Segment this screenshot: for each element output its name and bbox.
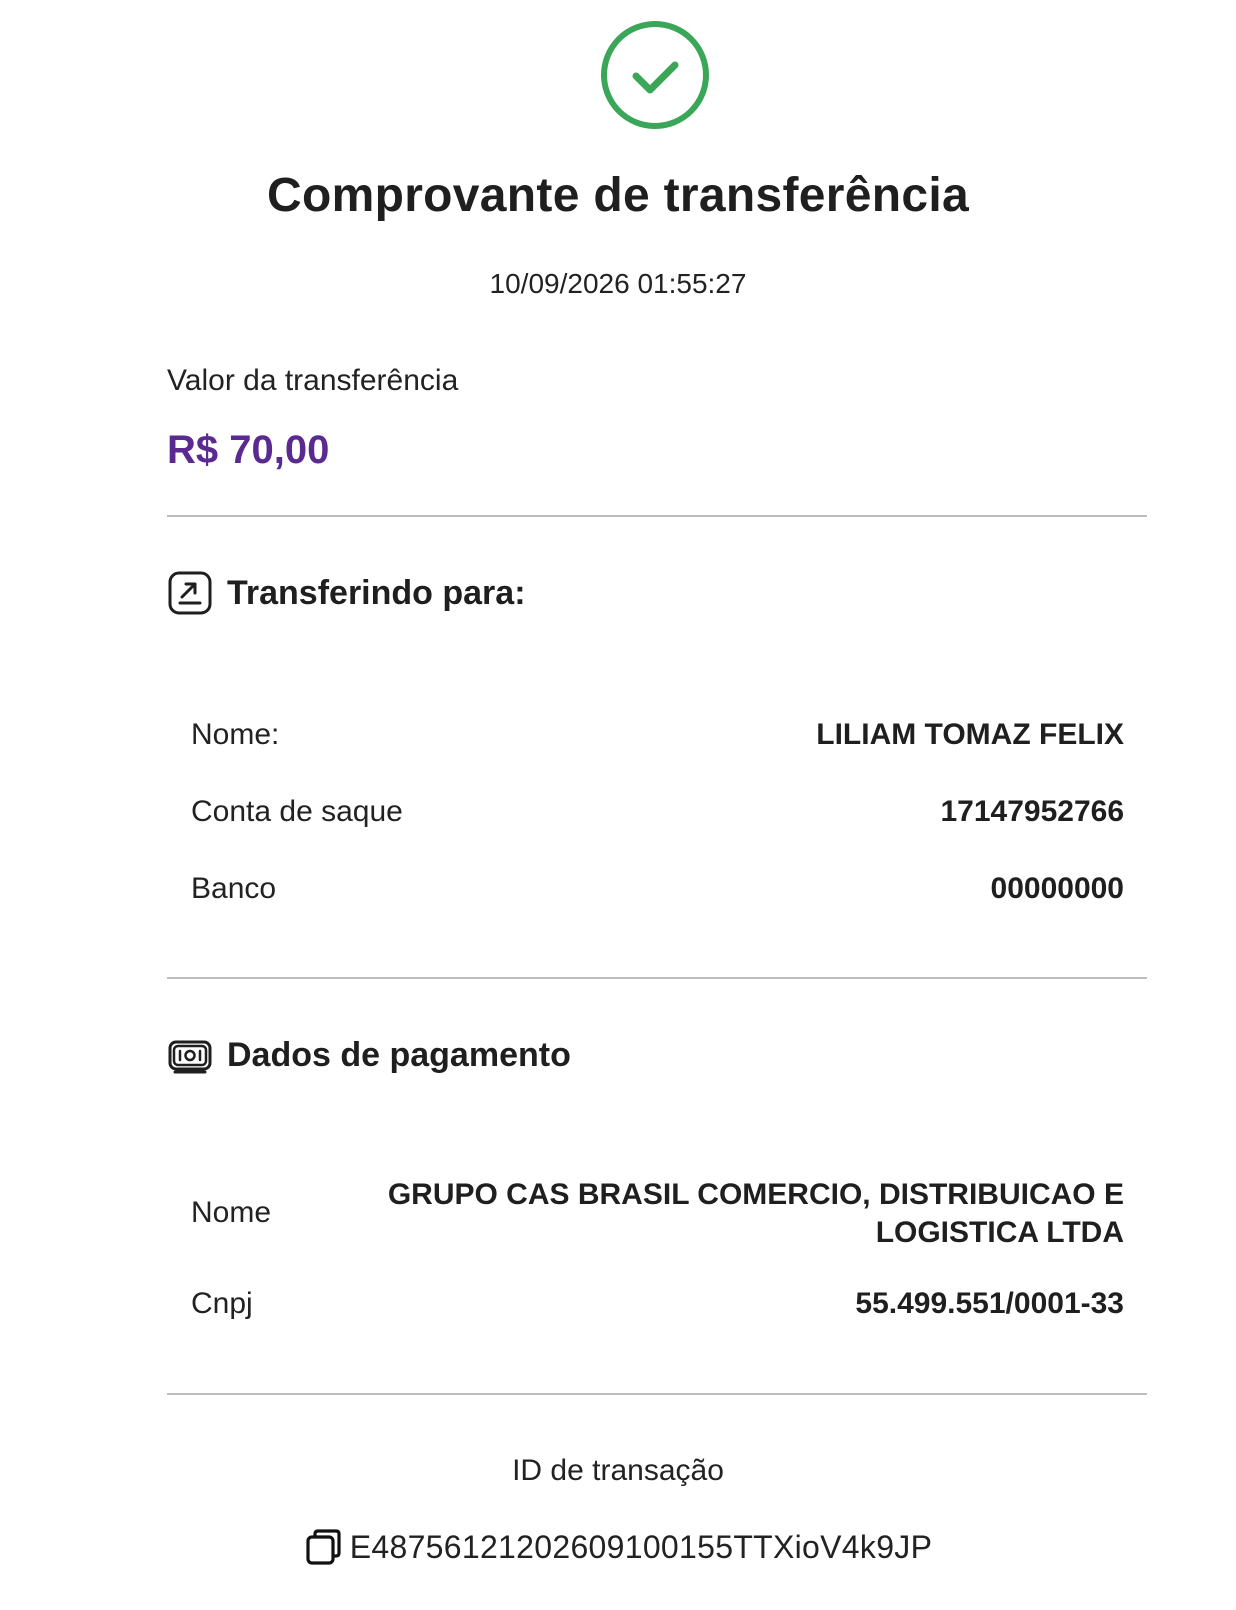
recipient-name-label: Nome: — [191, 718, 280, 751]
payment-name-label: Nome — [191, 1196, 272, 1229]
recipient-heading: Transferindo para: — [227, 573, 526, 612]
payment-cnpj-value: 55.499.551/0001-33 — [855, 1287, 1124, 1320]
transfer-datetime: 10/09/2026 01:55:27 — [489, 268, 747, 299]
payment-cnpj-label: Cnpj — [191, 1287, 253, 1320]
recipient-name-value: LILIAM TOMAZ FELIX — [816, 718, 1124, 751]
transaction-id-row[interactable] — [0, 1527, 1236, 1567]
amount-label: Valor da transferência — [167, 364, 459, 397]
recipient-bank-label: Banco — [191, 872, 277, 905]
recipient-account-value: 17147952766 — [940, 795, 1124, 828]
divider — [167, 1393, 1147, 1395]
divider — [167, 515, 1147, 517]
payment-heading: Dados de pagamento — [227, 1035, 571, 1074]
money-bill-icon — [167, 1032, 213, 1078]
payment-section-header — [167, 1032, 571, 1078]
success-check-icon — [600, 20, 710, 130]
recipient-account-label: Conta de saque — [191, 795, 403, 828]
transaction-id-label: ID de transação — [512, 1454, 724, 1487]
page-title: Comprovante de transferência — [267, 169, 969, 222]
transaction-id-value: E48756121202609100155TTXioV4k9JP — [349, 1528, 933, 1565]
divider — [167, 977, 1147, 979]
amount-value: R$ 70,00 — [167, 428, 330, 472]
copy-icon[interactable] — [304, 1527, 344, 1567]
recipient-section-header — [167, 570, 526, 616]
payment-name-value: GRUPO CAS BRASIL COMERCIO, DISTRIBUICAO E LOGISTICA LTDA — [387, 1178, 1124, 1249]
transfer-out-icon — [167, 570, 213, 616]
recipient-bank-value: 00000000 — [990, 872, 1124, 905]
